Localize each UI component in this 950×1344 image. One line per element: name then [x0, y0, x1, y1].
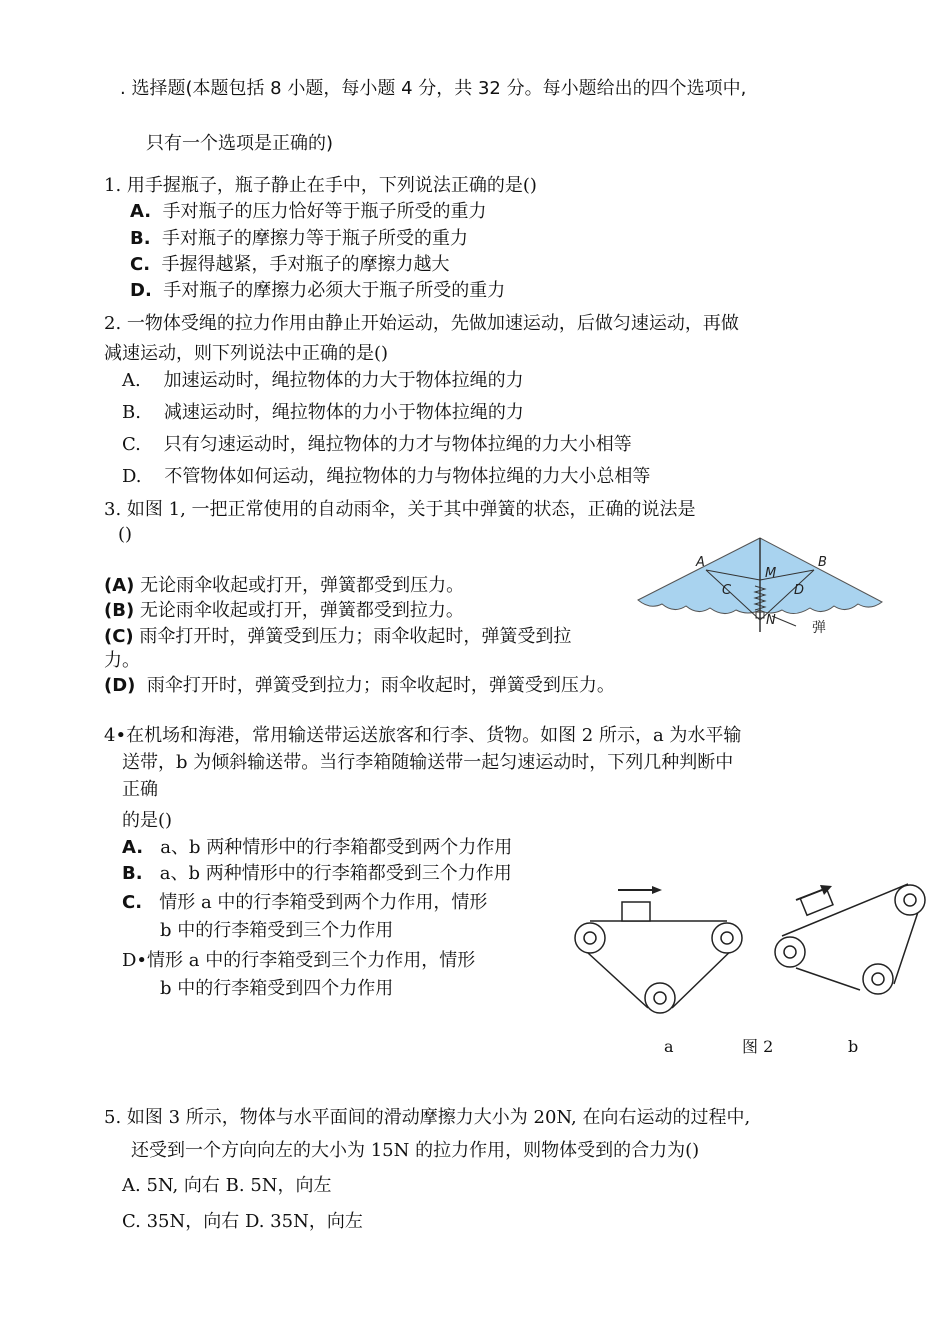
- figure2-caption: 图 2: [742, 1037, 774, 1056]
- q1-option-b: B. 手对瓶子的摩擦力等于瓶子所受的重力: [130, 228, 469, 249]
- q3-option-b: (B) 无论雨伞收起或打开，弹簧都受到拉力。: [104, 600, 464, 621]
- q4-option-d-cont: b 中的行李箱受到四个力作用: [160, 978, 394, 999]
- umbrella-label-d: D: [794, 583, 805, 598]
- q4-option-c-cont: b 中的行李箱受到三个力作用: [160, 920, 394, 941]
- umbrella-label-c: C: [722, 583, 732, 598]
- q5-options-cd: C. 35N，向右 D. 35N，向左: [122, 1211, 363, 1232]
- q3-option-d: (D) 雨伞打开时，弹簧受到拉力；雨伞收起时，弹簧受到压力。: [104, 675, 615, 696]
- section-header-line1: . 选择题(本题包括 8 小题，每小题 4 分，共 32 分。每小题给出的四个选项中,: [120, 78, 747, 99]
- q1-option-d: D. 手对瓶子的摩擦力必须大于瓶子所受的重力: [130, 280, 506, 301]
- q2-stem-line1: 2. 一物体受绳的拉力作用由静止开始运动，先做加速运动，后做匀速运动，再做: [104, 313, 739, 334]
- q4-stem-line2: 送带，b 为倾斜输送带。当行李箱随输送带一起匀速运动时，下列几种判断中: [122, 752, 734, 773]
- section-header-line2: 只有一个选项是正确的): [146, 133, 334, 154]
- q4-option-c: C. 情形 a 中的行李箱受到两个力作用，情形: [122, 892, 488, 913]
- q2-option-d: D. 不管物体如何运动，绳拉物体的力与物体拉绳的力大小总相等: [122, 466, 651, 487]
- umbrella-figure: [634, 536, 886, 636]
- umbrella-label-a: A: [696, 555, 705, 570]
- umbrella-label-n: N: [766, 613, 776, 628]
- q1-option-a: A. 手对瓶子的压力恰好等于瓶子所受的重力: [130, 201, 487, 222]
- umbrella-label-m: M: [765, 566, 777, 581]
- q2-option-c: C. 只有匀速运动时，绳拉物体的力才与物体拉绳的力大小相等: [122, 434, 632, 455]
- umbrella-label-spring: 弹: [812, 620, 826, 636]
- q3-option-a: (A) 无论雨伞收起或打开，弹簧都受到压力。: [104, 575, 465, 596]
- q3-stem-line2: (): [118, 524, 133, 545]
- q4-stem-line4: 的是(): [122, 810, 173, 831]
- q4-option-a: A. a、b 两种情形中的行李箱都受到两个力作用: [122, 837, 513, 858]
- conveyor-b-figure: [768, 872, 938, 1022]
- q4-stem-line1: 4•在机场和海港，常用输送带运送旅客和行李、货物。如图 2 所示，a 为水平输: [104, 725, 742, 746]
- q3-option-c: (C) 雨伞打开时，弹簧受到压力；雨伞收起时，弹簧受到拉: [104, 626, 572, 647]
- figure2-label-b: b: [848, 1037, 859, 1056]
- q5-stem-line2: 还受到一个方向向左的大小为 15N 的拉力作用，则物体受到的合力为(): [131, 1140, 700, 1161]
- q5-options-ab: A. 5N, 向右 B. 5N，向左: [122, 1175, 332, 1196]
- q4-option-d: D•情形 a 中的行李箱受到三个力作用，情形: [122, 950, 476, 971]
- q1-stem: 1. 用手握瓶子，瓶子静止在手中，下列说法正确的是(): [104, 175, 537, 196]
- q2-option-b: B. 减速运动时，绳拉物体的力小于物体拉绳的力: [122, 402, 524, 423]
- q3-stem-line1: 3. 如图 1, 一把正常使用的自动雨伞，关于其中弹簧的状态，正确的说法是: [104, 499, 696, 520]
- q2-option-a: A. 加速运动时，绳拉物体的力大于物体拉绳的力: [122, 370, 524, 391]
- q2-stem-line2: 减速运动，则下列说法中正确的是(): [104, 343, 389, 364]
- q4-stem-line3: 正确: [122, 779, 158, 800]
- umbrella-label-b: B: [818, 555, 827, 570]
- q1-option-c: C. 手握得越紧，手对瓶子的摩擦力越大: [130, 254, 450, 275]
- q4-option-b: B. a、b 两种情形中的行李箱都受到三个力作用: [122, 863, 512, 884]
- q3-option-c-cont: 力。: [104, 650, 140, 671]
- q5-stem-line1: 5. 如图 3 所示，物体与水平面间的滑动摩擦力大小为 20N, 在向右运动的过程中,: [104, 1107, 751, 1128]
- figure2-label-a: a: [664, 1037, 674, 1056]
- conveyor-a-figure: [570, 880, 750, 1020]
